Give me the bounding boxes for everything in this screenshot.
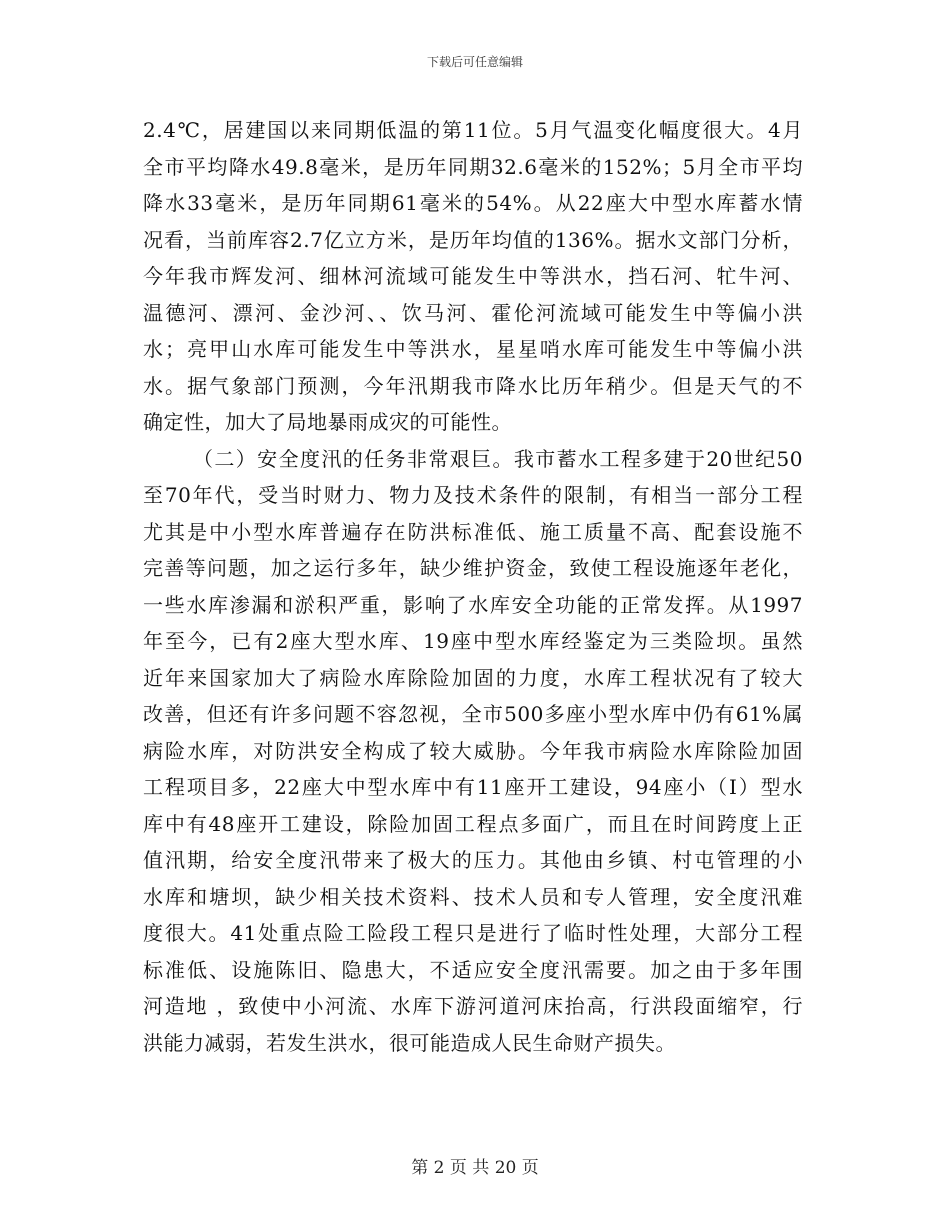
document-body <box>143 112 803 1061</box>
text-line: 一些水库渗漏和淤积严重，影响了水库安全功能的正常发挥。从1997 <box>143 592 803 617</box>
header-note: 下载后可任意编辑 <box>426 55 523 69</box>
text-line: 水库和塘坝，缺少相关技术资料、技术人员和专人管理，安全度汛难 <box>143 884 803 909</box>
paragraph-start-line: （二）安全度汛的任务非常艰巨。我市蓄水工程多建于20世纪50 <box>193 446 803 471</box>
text-line: 改善，但还有许多问题不容忽视，全市500多座小型水库中仍有61%属 <box>143 702 803 726</box>
page-number: 第 2 页 共 20 页 <box>411 1158 539 1178</box>
text-line: 河造地 ，致使中小河流、水库下游河道河床抬高，行洪段面缩窄，行 <box>143 994 803 1018</box>
text-line: 今年我市辉发河、细林河流域可能发生中等洪水，挡石河、牤牛河、 <box>143 264 803 288</box>
text-line: 值汛期，给安全度汛带来了极大的压力。其他由乡镇、村屯管理的小 <box>143 848 803 872</box>
text-line: 温德河、漂河、金沙河、、饮马河、霍伦河流域可能发生中等偏小洪 <box>143 300 803 325</box>
text-line: 水；亮甲山水库可能发生中等洪水，星星哨水库可能发生中等偏小洪 <box>143 337 803 361</box>
text-line: 库中有48座开工建设，除险加固工程点多面广，而且在时间跨度上正 <box>143 811 803 836</box>
text-line: 2.4℃，居建国以来同期低温的第11位。5月气温变化幅度很大。4月 <box>143 118 803 142</box>
text-line: 尤其是中小型水库普遍存在防洪标准低、施工质量不高、配套设施不 <box>143 519 803 544</box>
text-line: 水。据气象部门预测，今年汛期我市降水比历年稍少。但是天气的不 <box>143 373 803 398</box>
text-line: 工程项目多，22座大中型水库中有11座开工建设，94座小（I）型水 <box>143 775 803 799</box>
text-line: 标准低、设施陈旧、隐患大，不适应安全度汛需要。加之由于多年围 <box>143 957 803 982</box>
text-line: 降水33毫米，是历年同期61毫米的54%。从22座大中型水库蓄水情 <box>143 191 803 215</box>
text-line: 度很大。41处重点险工险段工程只是进行了临时性处理，大部分工程 <box>143 921 803 945</box>
text-line: 近年来国家加大了病险水库除险加固的力度，水库工程状况有了较大 <box>143 665 803 690</box>
text-line: 完善等问题，加之运行多年，缺少维护资金，致使工程设施逐年老化， <box>143 556 803 580</box>
text-line: 年至今，已有2座大型水库、19座中型水库经鉴定为三类险坝。虽然 <box>143 629 803 653</box>
paragraph-end-line: 洪能力减弱，若发生洪水，很可能造成人民生命财产损失。 <box>143 1030 676 1055</box>
paragraph-end-line: 确定性，加大了局地暴雨成灾的可能性。 <box>143 410 512 434</box>
text-line: 况看，当前库容2.7亿立方米，是历年均值的136%。据水文部门分析， <box>143 227 803 252</box>
text-line: 至70年代，受当时财力、物力及技术条件的限制，有相当一部分工程 <box>143 483 803 507</box>
text-line: 全市平均降水49.8毫米，是历年同期32.6毫米的152%；5月全市平均 <box>143 154 803 179</box>
text-line: 病险水库，对防洪安全构成了较大威胁。今年我市病险水库除险加固 <box>143 738 803 763</box>
